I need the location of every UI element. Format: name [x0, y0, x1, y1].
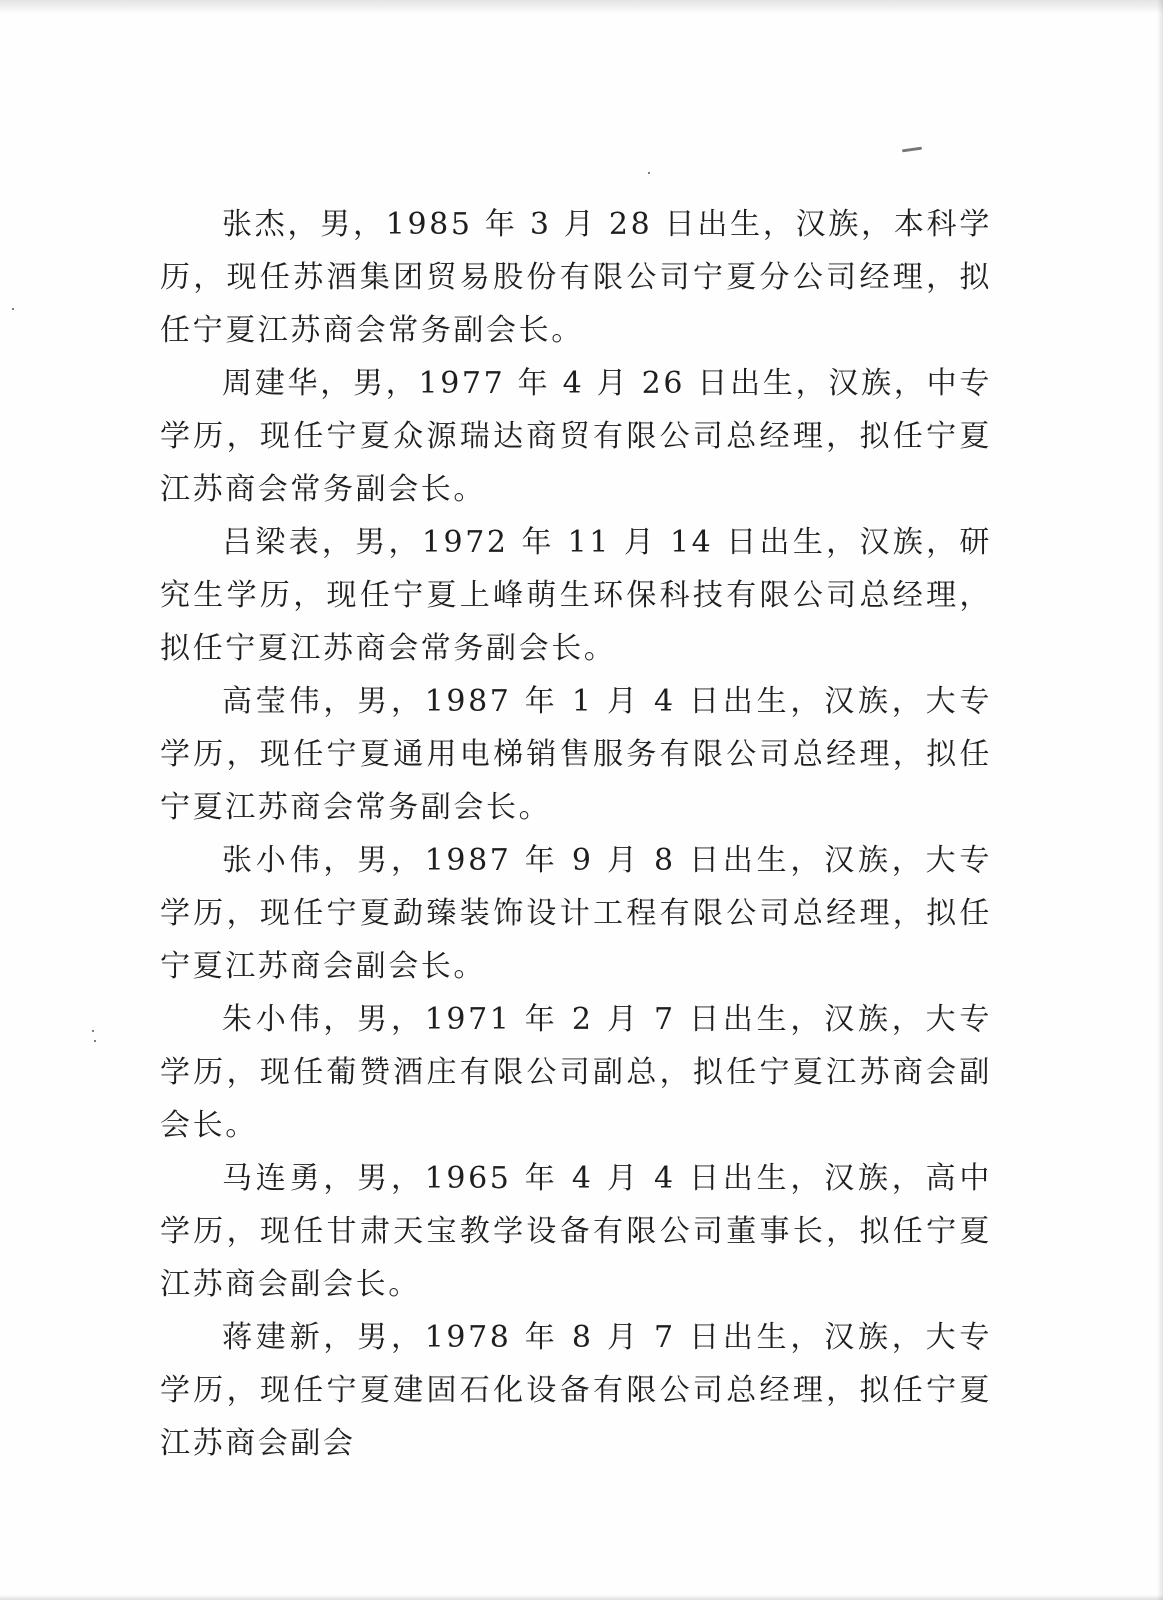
scan-bottom-edge	[0, 1595, 1163, 1600]
entry-paragraph: 朱小伟，男，1971 年 2 月 7 日出生，汉族，大专学历，现任葡赞酒庄有限公司副总，拟任宁夏江苏商会副会长。	[160, 1002, 992, 1143]
entry-paragraph: 蒋建新，男，1978 年 8 月 7 日出生，汉族，大专学历，现任宁夏建固石化设备有限公司总经理，拟任宁夏江苏商会副会	[160, 1320, 992, 1461]
entry-paragraph: 张杰，男，1985 年 3 月 28 日出生，汉族，本科学历，现任苏酒集团贸易股份有限公司宁夏分公司经理，拟任宁夏江苏商会常务副会长。	[160, 207, 992, 348]
entry-paragraph: 张小伟，男，1987 年 9 月 8 日出生，汉族，大专学历，现任宁夏勐臻装饰设计工程有限公司总经理，拟任宁夏江苏商会副会长。	[160, 843, 992, 984]
scan-right-shadow	[1157, 0, 1163, 1600]
scan-speck	[648, 172, 650, 174]
scan-top-shadow	[0, 0, 1163, 14]
scan-speck	[12, 308, 14, 310]
entry-paragraph: 高莹伟，男，1987 年 1 月 4 日出生，汉族，大专学历，现任宁夏通用电梯销售服务有限公司总经理，拟任宁夏江苏商会常务副会长。	[160, 684, 992, 825]
entry-paragraph: 吕梁表，男，1972 年 11 月 14 日出生，汉族，研究生学历，现任宁夏上峰萌生环保科技有限公司总经理，拟任宁夏江苏商会常务副会长。	[160, 525, 992, 666]
scan-speck	[94, 1040, 96, 1042]
entry-paragraph: 周建华，男，1977 年 4 月 26 日出生，汉族，中专学历，现任宁夏众源瑞达商贸有限公司总经理，拟任宁夏江苏商会常务副会长。	[160, 366, 992, 507]
scan-speck	[92, 1030, 94, 1032]
scan-mark	[902, 147, 922, 153]
document-body	[160, 198, 992, 1470]
entry-paragraph: 马连勇，男，1965 年 4 月 4 日出生，汉族，高中学历，现任甘肃天宝教学设备有限公司董事长，拟任宁夏江苏商会副会长。	[160, 1161, 992, 1302]
